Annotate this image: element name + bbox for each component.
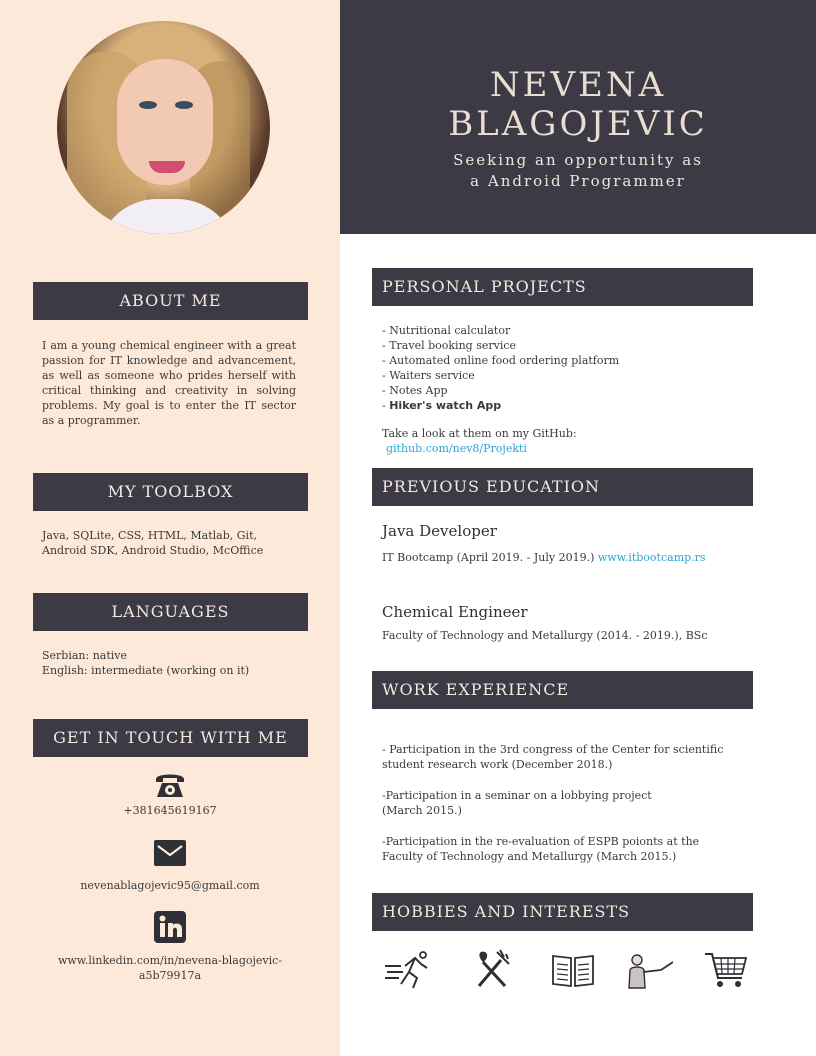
list-item: - Hiker's watch App [382, 399, 502, 412]
education-detail-1: IT Bootcamp (April 2019. - July 2019.) www.itbootcamp.rs [382, 551, 706, 564]
list-item: - Participation in the 3rd congress of the Center for scientific student research work (December 2018.) [382, 743, 724, 771]
work-title: WORK EXPERIENCE [372, 671, 753, 709]
phone-number[interactable]: +381645619167 [123, 804, 217, 817]
projects-title: PERSONAL PROJECTS [372, 268, 753, 306]
candidate-tagline: Seeking an opportunity as a Android Programmer [453, 151, 703, 190]
email-address[interactable]: nevenablagojevic95@gmail.com [80, 879, 260, 892]
bootcamp-link[interactable]: www.itbootcamp.rs [597, 551, 706, 564]
github-label: Take a look at them on my GitHub: [382, 427, 577, 440]
about-title: ABOUT ME [33, 282, 308, 320]
languages-text: Serbian: native English: intermediate (working on it) [42, 649, 250, 677]
education-detail-2: Faculty of Technology and Metallurgy (2014. - 2019.), BSc [382, 629, 708, 642]
github-link[interactable]: github.com/nev8/Projekti [386, 442, 527, 455]
contact-title: GET IN TOUCH WITH ME [33, 719, 308, 757]
linkedin-url[interactable]: www.linkedin.com/in/nevena-blagojevic- a5b79917a [57, 954, 283, 982]
toolbox-title: MY TOOLBOX [33, 473, 308, 511]
list-item: - Automated online food ordering platform [382, 354, 620, 367]
projects-list [382, 323, 742, 413]
teaching-icon [627, 948, 673, 990]
about-text: I am a young chemical engineer with a great passion for IT knowledge and advancement, as well as someone who prides herself with critical thinking and creativity in solving problems. My goal is to enter the IT sector as a programmer. [42, 339, 296, 427]
list-item: - Nutritional calculator [382, 324, 511, 337]
profile-photo [57, 21, 270, 234]
candidate-name: NEVENA BLAGOJEVIC [448, 65, 708, 144]
linkedin-icon [153, 910, 187, 944]
education-title-1: Java Developer [382, 522, 497, 540]
work-list [382, 742, 742, 880]
toolbox-text: Java, SQLite, CSS, HTML, Matlab, Git, Android SDK, Android Studio, McOffice [42, 529, 264, 557]
book-icon [550, 948, 596, 990]
languages-title: LANGUAGES [33, 593, 308, 631]
cooking-utensils-icon [471, 948, 517, 990]
list-item: -Participation in a seminar on a lobbying project (March 2015.) [382, 789, 652, 817]
running-icon [383, 948, 429, 990]
education-title-2: Chemical Engineer [382, 603, 528, 621]
list-item: -Participation in the re-evaluation of ESPB poionts at the Faculty of Technology and Metallurgy (March 2015.) [382, 835, 700, 863]
list-item: - Waiters service [382, 369, 475, 382]
education-title: PREVIOUS EDUCATION [372, 468, 753, 506]
phone-icon [153, 768, 187, 802]
list-item: - Travel booking service [382, 339, 517, 352]
list-item: - Notes App [382, 384, 448, 397]
hobbies-title: HOBBIES AND INTERESTS [372, 893, 753, 931]
envelope-icon [153, 836, 187, 870]
shopping-cart-icon [704, 948, 750, 990]
